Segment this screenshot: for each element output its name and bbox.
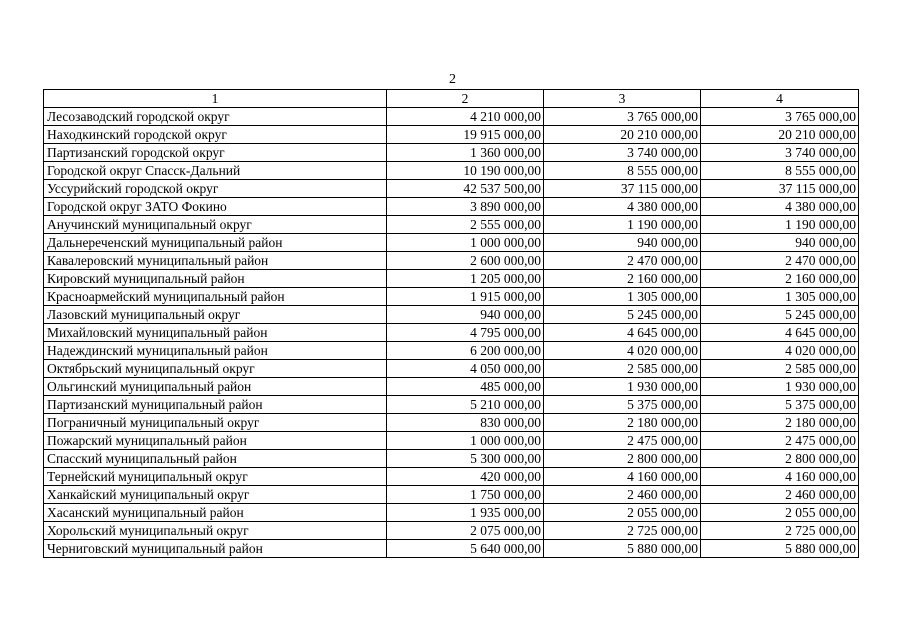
table-row (44, 486, 859, 504)
table-row (44, 378, 859, 396)
table-row (44, 162, 859, 180)
municipality-name-cell: Тернейский муниципальный округ (44, 468, 387, 486)
value-column-2-cell: 485 000,00 (387, 378, 544, 396)
value-column-2-cell: 5 210 000,00 (387, 396, 544, 414)
table-row (44, 234, 859, 252)
value-column-4-cell: 2 460 000,00 (701, 486, 859, 504)
value-column-3-cell: 1 190 000,00 (544, 216, 701, 234)
value-column-4-cell: 4 020 000,00 (701, 342, 859, 360)
value-column-3-cell: 4 160 000,00 (544, 468, 701, 486)
value-column-4-cell: 940 000,00 (701, 234, 859, 252)
value-column-2-cell: 5 640 000,00 (387, 540, 544, 558)
value-column-4-cell: 2 585 000,00 (701, 360, 859, 378)
table-row (44, 144, 859, 162)
municipality-name-cell: Красноармейский муниципальный район (44, 288, 387, 306)
value-column-2-cell: 940 000,00 (387, 306, 544, 324)
value-column-4-cell: 37 115 000,00 (701, 180, 859, 198)
table-row (44, 522, 859, 540)
value-column-3-cell: 1 930 000,00 (544, 378, 701, 396)
value-column-4-cell: 1 305 000,00 (701, 288, 859, 306)
municipality-name-cell: Михайловский муниципальный район (44, 324, 387, 342)
table-row (44, 540, 859, 558)
value-column-4-cell: 5 245 000,00 (701, 306, 859, 324)
municipality-name-cell: Анучинский муниципальный округ (44, 216, 387, 234)
table-row (44, 252, 859, 270)
municipality-name-cell: Партизанский городской округ (44, 144, 387, 162)
table-row (44, 126, 859, 144)
municipality-name-cell: Дальнереченский муниципальный район (44, 234, 387, 252)
value-column-2-cell: 42 537 500,00 (387, 180, 544, 198)
table-row (44, 468, 859, 486)
table-row (44, 396, 859, 414)
municipality-name-cell: Городской округ ЗАТО Фокино (44, 198, 387, 216)
value-column-3-cell: 2 725 000,00 (544, 522, 701, 540)
value-column-3-cell: 1 305 000,00 (544, 288, 701, 306)
municipality-name-cell: Ольгинский муниципальный район (44, 378, 387, 396)
value-column-4-cell: 4 645 000,00 (701, 324, 859, 342)
value-column-2-cell: 2 600 000,00 (387, 252, 544, 270)
column-header-1: 1 (44, 90, 387, 108)
value-column-2-cell: 1 205 000,00 (387, 270, 544, 288)
municipality-name-cell: Хорольский муниципальный округ (44, 522, 387, 540)
column-header-4: 4 (701, 90, 859, 108)
value-column-3-cell: 4 645 000,00 (544, 324, 701, 342)
value-column-2-cell: 1 935 000,00 (387, 504, 544, 522)
municipality-name-cell: Партизанский муниципальный район (44, 396, 387, 414)
value-column-2-cell: 2 075 000,00 (387, 522, 544, 540)
municipality-name-cell: Пограничный муниципальный округ (44, 414, 387, 432)
value-column-4-cell: 20 210 000,00 (701, 126, 859, 144)
value-column-4-cell: 2 800 000,00 (701, 450, 859, 468)
value-column-3-cell: 2 800 000,00 (544, 450, 701, 468)
value-column-2-cell: 830 000,00 (387, 414, 544, 432)
table-row (44, 414, 859, 432)
value-column-4-cell: 5 375 000,00 (701, 396, 859, 414)
value-column-3-cell: 2 180 000,00 (544, 414, 701, 432)
value-column-2-cell: 5 300 000,00 (387, 450, 544, 468)
value-column-4-cell: 2 470 000,00 (701, 252, 859, 270)
value-column-3-cell: 2 055 000,00 (544, 504, 701, 522)
value-column-3-cell: 940 000,00 (544, 234, 701, 252)
value-column-2-cell: 2 555 000,00 (387, 216, 544, 234)
municipality-name-cell: Находкинский городской округ (44, 126, 387, 144)
value-column-2-cell: 420 000,00 (387, 468, 544, 486)
municipality-name-cell: Лесозаводский городской округ (44, 108, 387, 126)
table-body (44, 108, 859, 558)
table-row (44, 342, 859, 360)
value-column-2-cell: 10 190 000,00 (387, 162, 544, 180)
table-row (44, 108, 859, 126)
municipality-name-cell: Лазовский муниципальный округ (44, 306, 387, 324)
value-column-4-cell: 2 725 000,00 (701, 522, 859, 540)
value-column-2-cell: 4 050 000,00 (387, 360, 544, 378)
municipality-name-cell: Кавалеровский муниципальный район (44, 252, 387, 270)
municipality-name-cell: Черниговский муниципальный район (44, 540, 387, 558)
value-column-4-cell: 2 180 000,00 (701, 414, 859, 432)
value-column-2-cell: 1 750 000,00 (387, 486, 544, 504)
value-column-2-cell: 1 915 000,00 (387, 288, 544, 306)
municipality-name-cell: Хасанский муниципальный район (44, 504, 387, 522)
value-column-4-cell: 4 380 000,00 (701, 198, 859, 216)
value-column-2-cell: 19 915 000,00 (387, 126, 544, 144)
value-column-3-cell: 4 380 000,00 (544, 198, 701, 216)
value-column-3-cell: 20 210 000,00 (544, 126, 701, 144)
value-column-4-cell: 2 475 000,00 (701, 432, 859, 450)
value-column-3-cell: 8 555 000,00 (544, 162, 701, 180)
value-column-3-cell: 5 245 000,00 (544, 306, 701, 324)
table-row (44, 180, 859, 198)
page-number: 2 (449, 72, 456, 87)
value-column-3-cell: 3 765 000,00 (544, 108, 701, 126)
value-column-3-cell: 2 470 000,00 (544, 252, 701, 270)
table-row (44, 450, 859, 468)
column-header-3: 3 (544, 90, 701, 108)
value-column-2-cell: 1 000 000,00 (387, 234, 544, 252)
table-row (44, 270, 859, 288)
municipality-name-cell: Городской округ Спасск-Дальний (44, 162, 387, 180)
value-column-4-cell: 8 555 000,00 (701, 162, 859, 180)
table-row (44, 360, 859, 378)
value-column-2-cell: 1 000 000,00 (387, 432, 544, 450)
value-column-2-cell: 6 200 000,00 (387, 342, 544, 360)
value-column-4-cell: 1 190 000,00 (701, 216, 859, 234)
column-header-2: 2 (387, 90, 544, 108)
value-column-3-cell: 4 020 000,00 (544, 342, 701, 360)
municipality-name-cell: Ханкайский муниципальный округ (44, 486, 387, 504)
value-column-4-cell: 2 160 000,00 (701, 270, 859, 288)
value-column-3-cell: 5 375 000,00 (544, 396, 701, 414)
value-column-4-cell: 3 740 000,00 (701, 144, 859, 162)
table-row (44, 288, 859, 306)
municipality-name-cell: Уссурийский городской округ (44, 180, 387, 198)
municipality-name-cell: Кировский муниципальный район (44, 270, 387, 288)
value-column-3-cell: 2 160 000,00 (544, 270, 701, 288)
table-row (44, 324, 859, 342)
table-row (44, 198, 859, 216)
municipality-name-cell: Октябрьский муниципальный округ (44, 360, 387, 378)
value-column-3-cell: 2 585 000,00 (544, 360, 701, 378)
allocation-table (43, 89, 859, 558)
value-column-4-cell: 5 880 000,00 (701, 540, 859, 558)
value-column-3-cell: 5 880 000,00 (544, 540, 701, 558)
value-column-2-cell: 3 890 000,00 (387, 198, 544, 216)
municipality-name-cell: Надеждинский муниципальный район (44, 342, 387, 360)
table-header-row (44, 90, 859, 108)
value-column-3-cell: 2 460 000,00 (544, 486, 701, 504)
value-column-4-cell: 1 930 000,00 (701, 378, 859, 396)
municipality-name-cell: Пожарский муниципальный район (44, 432, 387, 450)
value-column-3-cell: 37 115 000,00 (544, 180, 701, 198)
value-column-2-cell: 4 795 000,00 (387, 324, 544, 342)
table-row (44, 504, 859, 522)
table-row (44, 432, 859, 450)
table-row (44, 306, 859, 324)
value-column-4-cell: 3 765 000,00 (701, 108, 859, 126)
value-column-4-cell: 2 055 000,00 (701, 504, 859, 522)
municipality-name-cell: Спасский муниципальный район (44, 450, 387, 468)
value-column-3-cell: 2 475 000,00 (544, 432, 701, 450)
value-column-2-cell: 1 360 000,00 (387, 144, 544, 162)
value-column-4-cell: 4 160 000,00 (701, 468, 859, 486)
value-column-3-cell: 3 740 000,00 (544, 144, 701, 162)
value-column-2-cell: 4 210 000,00 (387, 108, 544, 126)
table-row (44, 216, 859, 234)
